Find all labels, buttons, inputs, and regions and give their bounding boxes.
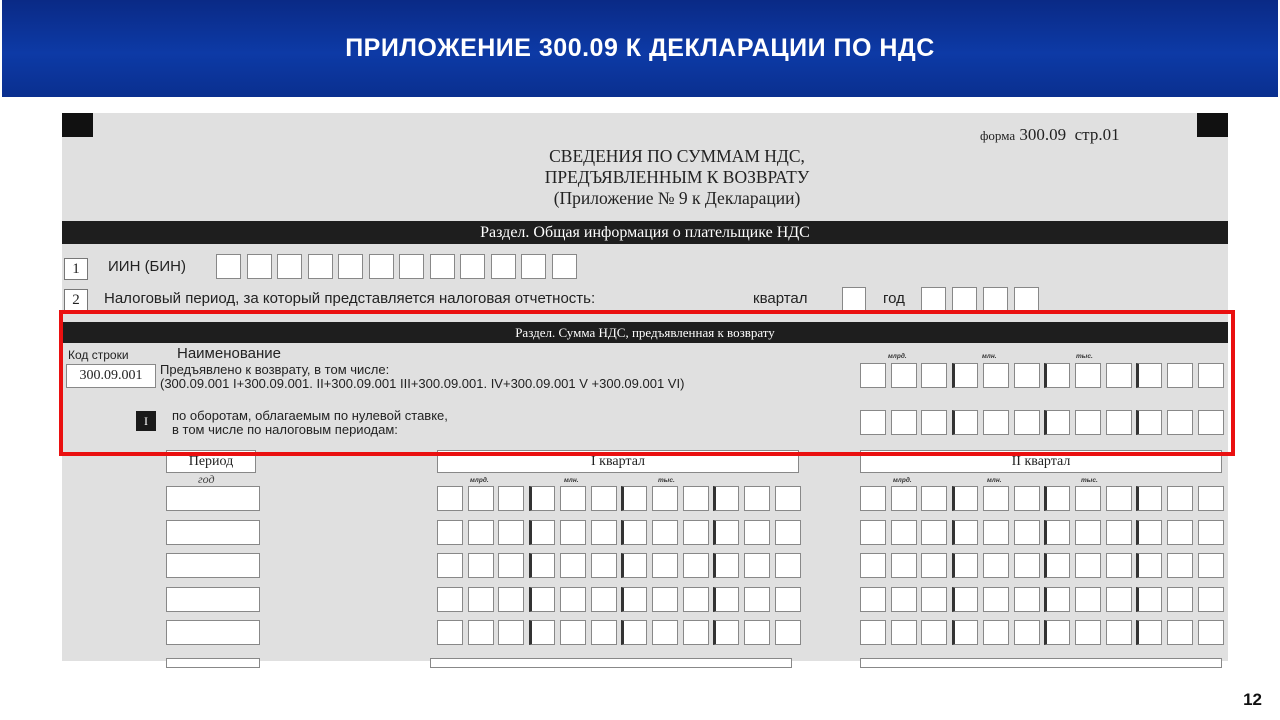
form-title-line1: СВЕДЕНИЯ ПО СУММАМ НДС,	[549, 146, 805, 166]
q1-amount-digit-cell[interactable]	[529, 587, 555, 612]
q1-amount-digit-cell[interactable]	[560, 587, 586, 612]
q2-amount-digit-cell[interactable]	[1198, 486, 1224, 511]
q2-amount-digit-cell[interactable]	[1167, 553, 1193, 578]
q2-amount-digit-cell[interactable]	[860, 520, 886, 545]
q2-amount-digit-cell[interactable]	[1075, 520, 1101, 545]
line-text2: (300.09.001 I+300.09.001. II+300.09.001 III+300.09.001. IV+300.09.001 V +300.09.001 VI)	[160, 376, 685, 391]
slide-header	[2, 0, 1278, 97]
q2-amount-digit-cell[interactable]	[983, 520, 1009, 545]
period-year-cell[interactable]	[166, 587, 260, 612]
corner-marker-left	[62, 113, 93, 137]
q1-amount-digit-cell[interactable]	[437, 587, 463, 612]
line-text1: Предъявлено к возврату, в том числе:	[160, 362, 390, 377]
q1-amount-digit-cell[interactable]	[621, 520, 647, 545]
q1-amount-digit-cell[interactable]	[498, 486, 524, 511]
q2-unit-thousand: тыс.	[1081, 477, 1098, 484]
q2-amount-digit-cell[interactable]	[1167, 520, 1193, 545]
q1-amount-digit-cell[interactable]	[683, 587, 709, 612]
q1-amount-digit-cell[interactable]	[713, 620, 739, 645]
q2-amount-digit-cell[interactable]	[860, 553, 886, 578]
q2-amount-digit-cell[interactable]	[921, 520, 947, 545]
unit-thousand: тыс.	[1076, 353, 1093, 360]
q2-amount-digit-cell[interactable]	[1106, 553, 1132, 578]
q2-amount-digit-cell[interactable]	[1075, 620, 1101, 645]
iin-digit-cell[interactable]	[460, 254, 485, 279]
q2-amount-digit-cell[interactable]	[1044, 486, 1070, 511]
q1-unit-billion: млрд.	[470, 477, 489, 484]
highlight-frame	[59, 310, 1235, 456]
iin-digit-cell[interactable]	[277, 254, 302, 279]
q2-amount-digit-cell[interactable]	[921, 620, 947, 645]
q1-amount-digit-cell[interactable]	[744, 520, 770, 545]
q1-amount-digit-cell[interactable]	[529, 520, 555, 545]
q2-amount-digit-cell[interactable]	[1136, 620, 1162, 645]
q1-amount-digit-cell[interactable]	[468, 520, 494, 545]
q2-amount-digit-cell[interactable]	[983, 620, 1009, 645]
q1-amount-digit-cell[interactable]	[437, 620, 463, 645]
q1-amount-digit-cell[interactable]	[560, 620, 586, 645]
q2-amount-digit-cell[interactable]	[860, 587, 886, 612]
year-label: год	[883, 290, 905, 307]
unit-billion: млрд.	[888, 353, 907, 360]
form-label: форма	[980, 128, 1016, 143]
q2-amount-digit-cell[interactable]	[1044, 587, 1070, 612]
row2-label: Налоговый период, за который представляется налоговая отчетность:	[104, 290, 596, 307]
q1-amount-digit-cell[interactable]	[713, 486, 739, 511]
q2-amount-digit-cell[interactable]	[1106, 486, 1132, 511]
year-digit-cell[interactable]	[1014, 287, 1039, 311]
unit-million: млн.	[982, 353, 997, 360]
q2-amount-digit-cell[interactable]	[921, 553, 947, 578]
q2-cell-partial[interactable]	[860, 658, 1222, 668]
q1-amount-digit-cell[interactable]	[529, 620, 555, 645]
col-name-header: Наименование	[177, 345, 281, 362]
form-number	[980, 125, 1120, 145]
q1-amount-digit-cell[interactable]	[713, 520, 739, 545]
iin-digit-cell[interactable]	[430, 254, 455, 279]
q1-amount-digit-cell[interactable]	[683, 486, 709, 511]
q1-amount-digit-cell[interactable]	[468, 587, 494, 612]
iin-digit-cell[interactable]	[216, 254, 241, 279]
slide-title: ПРИЛОЖЕНИЕ 300.09 К ДЕКЛАРАЦИИ ПО НДС	[345, 34, 935, 62]
q2-amount-digit-cell[interactable]	[1167, 486, 1193, 511]
q1-amount-digit-cell[interactable]	[621, 553, 647, 578]
section1-header: Раздел. Общая информация о плательщике НДС	[62, 221, 1228, 244]
q2-amount-digit-cell[interactable]	[1167, 620, 1193, 645]
iin-digit-cell[interactable]	[247, 254, 272, 279]
period-year-cell[interactable]	[166, 486, 260, 511]
q1-amount-digit-cell[interactable]	[560, 553, 586, 578]
period-year-label: год	[198, 472, 215, 486]
q2-amount-digit-cell[interactable]	[952, 520, 978, 545]
q1-amount-digit-cell[interactable]	[468, 553, 494, 578]
q1-unit-thousand: тыс.	[658, 477, 675, 484]
year-digit-cell[interactable]	[952, 287, 977, 311]
q1-amount-digit-cell[interactable]	[529, 486, 555, 511]
q2-amount-digit-cell[interactable]	[1075, 587, 1101, 612]
q2-amount-digit-cell[interactable]	[891, 620, 917, 645]
q2-amount-digit-cell[interactable]	[1044, 620, 1070, 645]
q1-amount-digit-cell[interactable]	[652, 486, 678, 511]
quarter1-header: I квартал	[437, 450, 799, 473]
q1-amount-digit-cell[interactable]	[591, 620, 617, 645]
q2-amount-digit-cell[interactable]	[1167, 587, 1193, 612]
q2-amount-digit-cell[interactable]	[891, 520, 917, 545]
q1-amount-digit-cell[interactable]	[744, 553, 770, 578]
quarter2-header: II квартал	[860, 450, 1222, 473]
q1-amount-digit-cell[interactable]	[621, 486, 647, 511]
q1-amount-digit-cell[interactable]	[775, 553, 801, 578]
row2-number: 2	[64, 289, 88, 311]
iin-digit-cell[interactable]	[399, 254, 424, 279]
q2-amount-digit-cell[interactable]	[921, 486, 947, 511]
iin-digit-cell[interactable]	[308, 254, 333, 279]
q1-amount-digit-cell[interactable]	[713, 553, 739, 578]
q2-amount-digit-cell[interactable]	[1014, 587, 1040, 612]
q2-amount-digit-cell[interactable]	[891, 486, 917, 511]
quarter-cell[interactable]	[842, 287, 866, 311]
q2-amount-digit-cell[interactable]	[1044, 520, 1070, 545]
q2-amount-digit-cell[interactable]	[860, 486, 886, 511]
q1-cell-partial[interactable]	[430, 658, 792, 668]
q1-amount-digit-cell[interactable]	[652, 587, 678, 612]
q1-amount-digit-cell[interactable]	[437, 486, 463, 511]
q1-amount-digit-cell[interactable]	[498, 553, 524, 578]
form-title-line3: (Приложение № 9 к Декларации)	[553, 188, 801, 208]
q1-amount-digit-cell[interactable]	[683, 620, 709, 645]
col-code-header: Код строки	[68, 348, 129, 362]
q2-amount-digit-cell[interactable]	[1075, 486, 1101, 511]
quarter-label: квартал	[753, 290, 808, 307]
q2-amount-digit-cell[interactable]	[1136, 553, 1162, 578]
q1-amount-digit-cell[interactable]	[591, 520, 617, 545]
q2-amount-digit-cell[interactable]	[1136, 486, 1162, 511]
q1-amount-digit-cell[interactable]	[652, 553, 678, 578]
q2-amount-digit-cell[interactable]	[1014, 620, 1040, 645]
q1-amount-digit-cell[interactable]	[683, 520, 709, 545]
q2-amount-digit-cell[interactable]	[891, 553, 917, 578]
period-year-cell[interactable]	[166, 620, 260, 645]
q1-amount-digit-cell[interactable]	[591, 587, 617, 612]
q2-unit-million: млн.	[987, 477, 1002, 484]
q1-amount-digit-cell[interactable]	[437, 553, 463, 578]
q1-amount-digit-cell[interactable]	[775, 587, 801, 612]
q1-amount-digit-cell[interactable]	[498, 620, 524, 645]
iin-digit-cell[interactable]	[552, 254, 577, 279]
q1-amount-digit-cell[interactable]	[529, 553, 555, 578]
line-code: 300.09.001	[66, 364, 156, 388]
form-title-line2: ПРЕДЪЯВЛЕННЫМ К ВОЗВРАТУ	[544, 167, 810, 187]
q2-amount-digit-cell[interactable]	[1014, 553, 1040, 578]
q2-amount-digit-cell[interactable]	[1198, 620, 1224, 645]
q2-amount-digit-cell[interactable]	[1198, 553, 1224, 578]
corner-marker-right	[1197, 113, 1228, 137]
q2-amount-digit-cell[interactable]	[1106, 587, 1132, 612]
form-page: стр.01	[1074, 125, 1120, 144]
iin-digit-cell[interactable]	[369, 254, 394, 279]
q1-amount-digit-cell[interactable]	[713, 587, 739, 612]
q2-amount-digit-cell[interactable]	[891, 587, 917, 612]
row1-number: 1	[64, 258, 88, 280]
period-year-cell[interactable]	[166, 553, 260, 578]
q1-amount-digit-cell[interactable]	[621, 620, 647, 645]
q2-amount-digit-cell[interactable]	[1075, 553, 1101, 578]
q1-amount-digit-cell[interactable]	[683, 553, 709, 578]
q2-amount-digit-cell[interactable]	[1044, 553, 1070, 578]
q2-amount-digit-cell[interactable]	[1198, 520, 1224, 545]
year-digit-cell[interactable]	[921, 287, 946, 311]
q2-amount-digit-cell[interactable]	[1136, 520, 1162, 545]
q1-amount-digit-cell[interactable]	[591, 486, 617, 511]
q1-amount-digit-cell[interactable]	[437, 520, 463, 545]
q2-amount-digit-cell[interactable]	[1106, 520, 1132, 545]
subline-marker: I	[136, 411, 156, 431]
subline-text2: в том числе по налоговым периодам:	[172, 422, 398, 437]
q2-amount-digit-cell[interactable]	[952, 620, 978, 645]
q1-amount-digit-cell[interactable]	[652, 620, 678, 645]
period-cell-partial[interactable]	[166, 658, 260, 668]
q2-unit-billion: млрд.	[893, 477, 912, 484]
q1-amount-digit-cell[interactable]	[498, 520, 524, 545]
period-year-cell[interactable]	[166, 520, 260, 545]
q2-amount-digit-cell[interactable]	[1136, 587, 1162, 612]
q2-amount-digit-cell[interactable]	[1014, 486, 1040, 511]
q1-amount-digit-cell[interactable]	[560, 486, 586, 511]
q2-amount-digit-cell[interactable]	[1014, 520, 1040, 545]
row1-label: ИИН (БИН)	[108, 258, 187, 275]
q1-amount-digit-cell[interactable]	[468, 486, 494, 511]
q1-unit-million: млн.	[564, 477, 579, 484]
q1-amount-digit-cell[interactable]	[498, 587, 524, 612]
q1-amount-digit-cell[interactable]	[775, 520, 801, 545]
q1-amount-digit-cell[interactable]	[468, 620, 494, 645]
q2-amount-digit-cell[interactable]	[983, 553, 1009, 578]
q2-amount-digit-cell[interactable]	[983, 587, 1009, 612]
form-code: 300.09	[1019, 125, 1067, 144]
q1-amount-digit-cell[interactable]	[744, 486, 770, 511]
q2-amount-digit-cell[interactable]	[952, 486, 978, 511]
q1-amount-digit-cell[interactable]	[775, 486, 801, 511]
q2-amount-digit-cell[interactable]	[921, 587, 947, 612]
q1-amount-digit-cell[interactable]	[621, 587, 647, 612]
q2-amount-digit-cell[interactable]	[860, 620, 886, 645]
q2-amount-digit-cell[interactable]	[1198, 587, 1224, 612]
iin-digit-cell[interactable]	[521, 254, 546, 279]
form-title	[442, 146, 912, 209]
q2-amount-digit-cell[interactable]	[952, 587, 978, 612]
q1-amount-digit-cell[interactable]	[560, 520, 586, 545]
period-header: Период	[166, 450, 256, 473]
q2-amount-digit-cell[interactable]	[952, 553, 978, 578]
iin-digit-cell[interactable]	[338, 254, 363, 279]
q1-amount-digit-cell[interactable]	[591, 553, 617, 578]
subline-text1: по оборотам, облагаемым по нулевой ставке,	[172, 408, 448, 423]
q1-amount-digit-cell[interactable]	[744, 620, 770, 645]
section2-header: Раздел. Сумма НДС, предъявленная к возврату	[62, 322, 1228, 343]
q1-amount-digit-cell[interactable]	[744, 587, 770, 612]
q2-amount-digit-cell[interactable]	[1106, 620, 1132, 645]
iin-digit-cell[interactable]	[491, 254, 516, 279]
q2-amount-digit-cell[interactable]	[983, 486, 1009, 511]
q1-amount-digit-cell[interactable]	[652, 520, 678, 545]
page-number: 12	[1243, 690, 1262, 709]
q1-amount-digit-cell[interactable]	[775, 620, 801, 645]
year-digit-cell[interactable]	[983, 287, 1008, 311]
